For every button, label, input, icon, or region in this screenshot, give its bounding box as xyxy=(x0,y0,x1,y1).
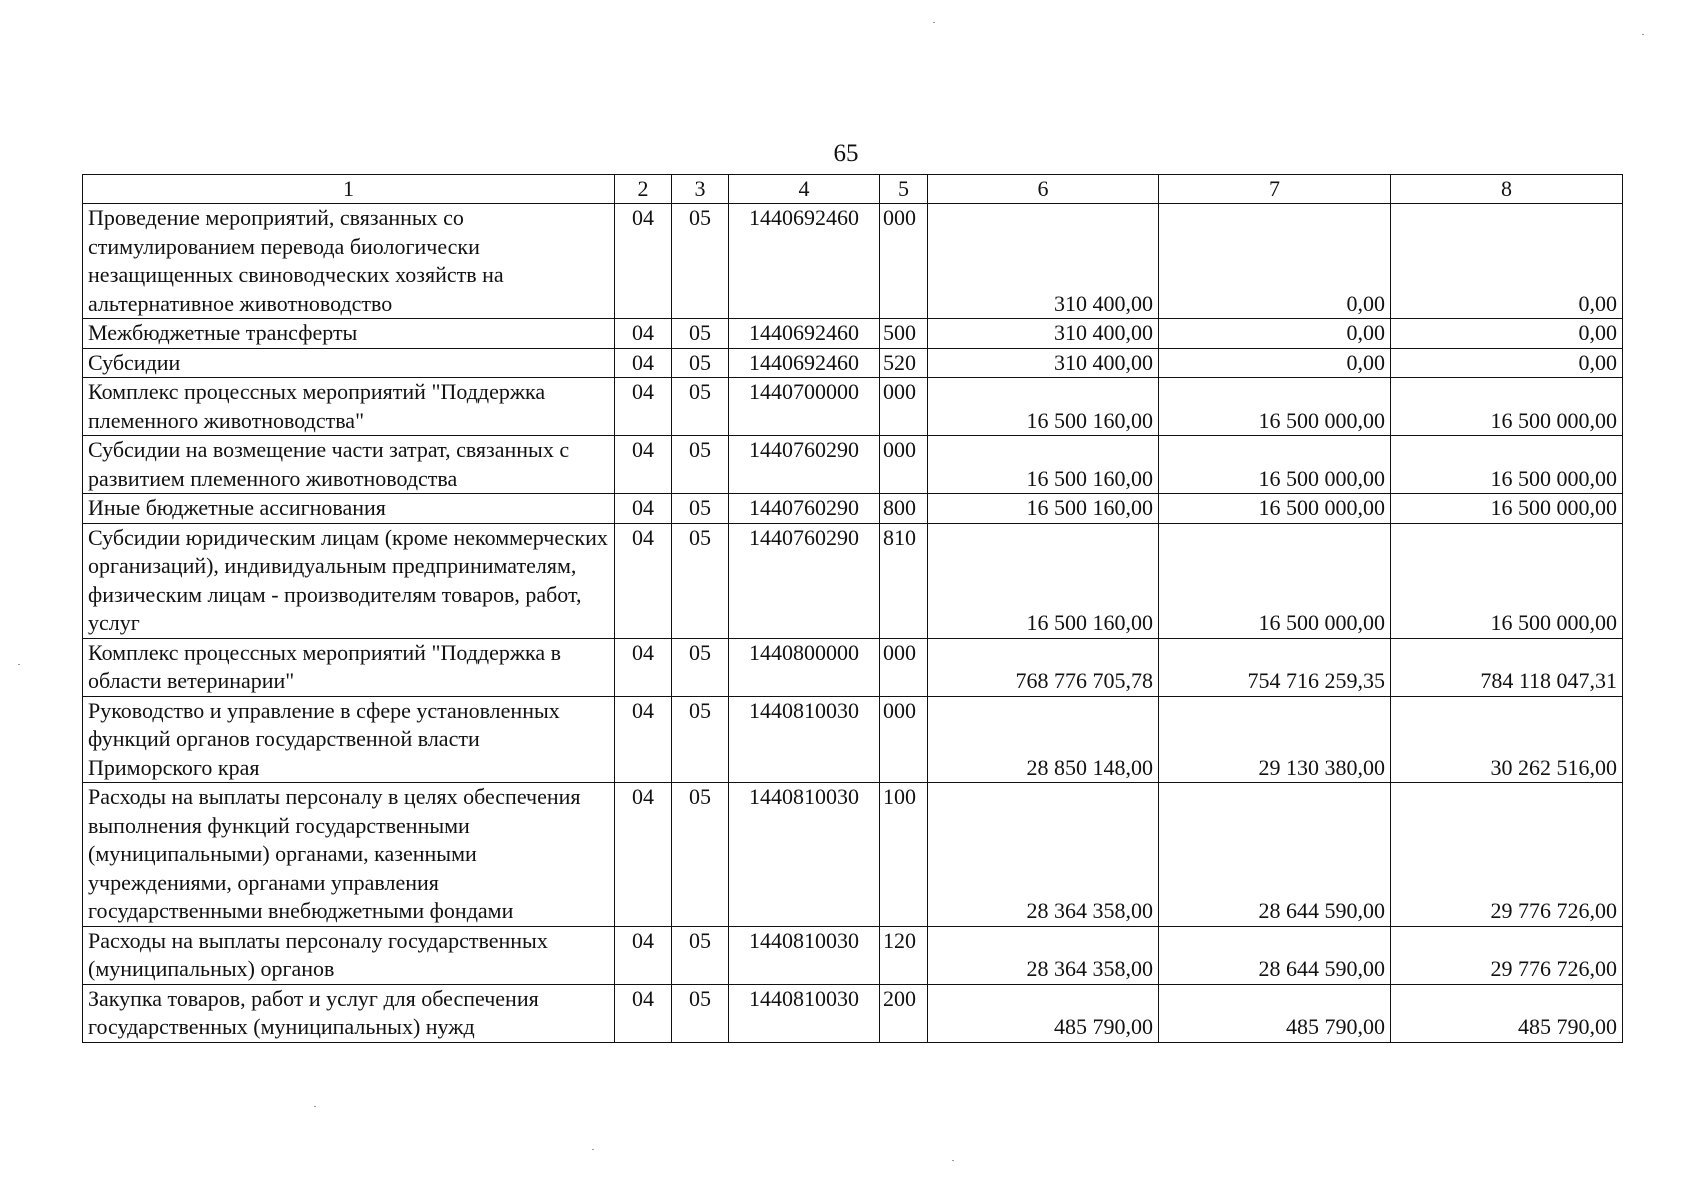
column-header: 6 xyxy=(928,175,1159,204)
amount-col-8: 16 500 000,00 xyxy=(1391,378,1623,436)
amount-col-6: 310 400,00 xyxy=(928,319,1159,349)
amount-col-6: 16 500 160,00 xyxy=(928,436,1159,494)
scan-speck xyxy=(933,22,935,23)
expense-type-code: 520 xyxy=(880,348,928,378)
scan-speck xyxy=(592,1149,594,1150)
table-row xyxy=(83,204,1623,319)
amount-col-7: 16 500 000,00 xyxy=(1159,378,1391,436)
target-article-code: 1440760290 xyxy=(729,494,880,524)
amount-col-8: 485 790,00 xyxy=(1391,984,1623,1042)
target-article-code: 1440700000 xyxy=(729,378,880,436)
expense-type-code: 000 xyxy=(880,378,928,436)
amount-col-8: 16 500 000,00 xyxy=(1391,523,1623,638)
subsection-code: 05 xyxy=(672,494,729,524)
scan-speck xyxy=(314,1106,316,1107)
expense-type-code: 100 xyxy=(880,783,928,927)
budget-table xyxy=(82,174,1623,1043)
expense-name: Межбюджетные трансферты xyxy=(83,319,615,349)
scan-speck xyxy=(1642,34,1644,35)
section-code: 04 xyxy=(615,783,672,927)
page-number: 65 xyxy=(833,140,859,167)
section-code: 04 xyxy=(615,696,672,783)
target-article-code: 1440760290 xyxy=(729,523,880,638)
column-header: 2 xyxy=(615,175,672,204)
target-article-code: 1440692460 xyxy=(729,319,880,349)
table-row xyxy=(83,926,1623,984)
amount-col-8: 0,00 xyxy=(1391,348,1623,378)
expense-name: Закупка товаров, работ и услуг для обеспечения государственных (муниципальных) нужд xyxy=(83,984,615,1042)
section-code: 04 xyxy=(615,523,672,638)
expense-type-code: 800 xyxy=(880,494,928,524)
amount-col-7: 28 644 590,00 xyxy=(1159,926,1391,984)
amount-col-6: 310 400,00 xyxy=(928,204,1159,319)
expense-type-code: 120 xyxy=(880,926,928,984)
amount-col-8: 0,00 xyxy=(1391,319,1623,349)
amount-col-6: 28 364 358,00 xyxy=(928,783,1159,927)
expense-name: Субсидии на возмещение части затрат, связанных с развитием племенного животноводства xyxy=(83,436,615,494)
amount-col-7: 754 716 259,35 xyxy=(1159,638,1391,696)
target-article-code: 1440760290 xyxy=(729,436,880,494)
amount-col-8: 784 118 047,31 xyxy=(1391,638,1623,696)
table-row xyxy=(83,523,1623,638)
target-article-code: 1440692460 xyxy=(729,348,880,378)
subsection-code: 05 xyxy=(672,378,729,436)
subsection-code: 05 xyxy=(672,984,729,1042)
amount-col-7: 16 500 000,00 xyxy=(1159,523,1391,638)
subsection-code: 05 xyxy=(672,638,729,696)
column-header: 3 xyxy=(672,175,729,204)
table-row xyxy=(83,436,1623,494)
expense-name: Комплекс процессных мероприятий "Поддержка в области ветеринарии" xyxy=(83,638,615,696)
section-code: 04 xyxy=(615,378,672,436)
subsection-code: 05 xyxy=(672,783,729,927)
amount-col-6: 16 500 160,00 xyxy=(928,494,1159,524)
scan-speck xyxy=(952,1160,954,1161)
subsection-code: 05 xyxy=(672,926,729,984)
expense-name: Расходы на выплаты персоналу государственных (муниципальных) органов xyxy=(83,926,615,984)
amount-col-8: 16 500 000,00 xyxy=(1391,494,1623,524)
expense-type-code: 810 xyxy=(880,523,928,638)
target-article-code: 1440810030 xyxy=(729,926,880,984)
table-row xyxy=(83,348,1623,378)
subsection-code: 05 xyxy=(672,696,729,783)
table-body xyxy=(83,175,1623,1043)
expense-name: Иные бюджетные ассигнования xyxy=(83,494,615,524)
target-article-code: 1440810030 xyxy=(729,696,880,783)
target-article-code: 1440800000 xyxy=(729,638,880,696)
subsection-code: 05 xyxy=(672,436,729,494)
expense-name: Комплекс процессных мероприятий "Поддержка племенного животноводства" xyxy=(83,378,615,436)
table-row xyxy=(83,378,1623,436)
expense-name: Руководство и управление в сфере установленных функций органов государственной власти Приморского края xyxy=(83,696,615,783)
amount-col-6: 28 850 148,00 xyxy=(928,696,1159,783)
amount-col-8: 29 776 726,00 xyxy=(1391,926,1623,984)
section-code: 04 xyxy=(615,319,672,349)
subsection-code: 05 xyxy=(672,319,729,349)
scan-speck xyxy=(18,664,20,665)
expense-type-code: 500 xyxy=(880,319,928,349)
table-row xyxy=(83,494,1623,524)
expense-name: Проведение мероприятий, связанных со стимулированием перевода биологически незащищенных свиноводческих хозяйств на альтернативное животноводство xyxy=(83,204,615,319)
table-row xyxy=(83,783,1623,927)
amount-col-7: 485 790,00 xyxy=(1159,984,1391,1042)
expense-type-code: 000 xyxy=(880,204,928,319)
subsection-code: 05 xyxy=(672,348,729,378)
subsection-code: 05 xyxy=(672,523,729,638)
column-header: 8 xyxy=(1391,175,1623,204)
column-header: 4 xyxy=(729,175,880,204)
amount-col-7: 16 500 000,00 xyxy=(1159,494,1391,524)
section-code: 04 xyxy=(615,348,672,378)
amount-col-6: 310 400,00 xyxy=(928,348,1159,378)
expense-name: Расходы на выплаты персоналу в целях обеспечения выполнения функций государственными (муниципальными) органами, казенными учреждениями, органами управления государственными внебюджетными фондами xyxy=(83,783,615,927)
table-row xyxy=(83,638,1623,696)
section-code: 04 xyxy=(615,926,672,984)
amount-col-7: 28 644 590,00 xyxy=(1159,783,1391,927)
target-article-code: 1440810030 xyxy=(729,984,880,1042)
target-article-code: 1440810030 xyxy=(729,783,880,927)
expense-type-code: 200 xyxy=(880,984,928,1042)
expense-type-code: 000 xyxy=(880,436,928,494)
amount-col-8: 30 262 516,00 xyxy=(1391,696,1623,783)
amount-col-6: 28 364 358,00 xyxy=(928,926,1159,984)
amount-col-6: 485 790,00 xyxy=(928,984,1159,1042)
expense-type-code: 000 xyxy=(880,638,928,696)
column-header: 5 xyxy=(880,175,928,204)
subsection-code: 05 xyxy=(672,204,729,319)
table-row xyxy=(83,696,1623,783)
expense-name: Субсидии юридическим лицам (кроме некоммерческих организаций), индивидуальным предпринимателям, физическим лицам - производителям товаров, работ, услуг xyxy=(83,523,615,638)
amount-col-7: 0,00 xyxy=(1159,204,1391,319)
target-article-code: 1440692460 xyxy=(729,204,880,319)
amount-col-8: 0,00 xyxy=(1391,204,1623,319)
section-code: 04 xyxy=(615,436,672,494)
header-row xyxy=(83,175,1623,204)
expense-type-code: 000 xyxy=(880,696,928,783)
section-code: 04 xyxy=(615,638,672,696)
column-header: 1 xyxy=(83,175,615,204)
table-row xyxy=(83,319,1623,349)
section-code: 04 xyxy=(615,204,672,319)
amount-col-6: 16 500 160,00 xyxy=(928,378,1159,436)
section-code: 04 xyxy=(615,494,672,524)
column-header: 7 xyxy=(1159,175,1391,204)
amount-col-8: 29 776 726,00 xyxy=(1391,783,1623,927)
table-row xyxy=(83,984,1623,1042)
amount-col-6: 16 500 160,00 xyxy=(928,523,1159,638)
amount-col-7: 16 500 000,00 xyxy=(1159,436,1391,494)
amount-col-8: 16 500 000,00 xyxy=(1391,436,1623,494)
section-code: 04 xyxy=(615,984,672,1042)
amount-col-7: 0,00 xyxy=(1159,319,1391,349)
amount-col-7: 0,00 xyxy=(1159,348,1391,378)
amount-col-6: 768 776 705,78 xyxy=(928,638,1159,696)
amount-col-7: 29 130 380,00 xyxy=(1159,696,1391,783)
expense-name: Субсидии xyxy=(83,348,615,378)
